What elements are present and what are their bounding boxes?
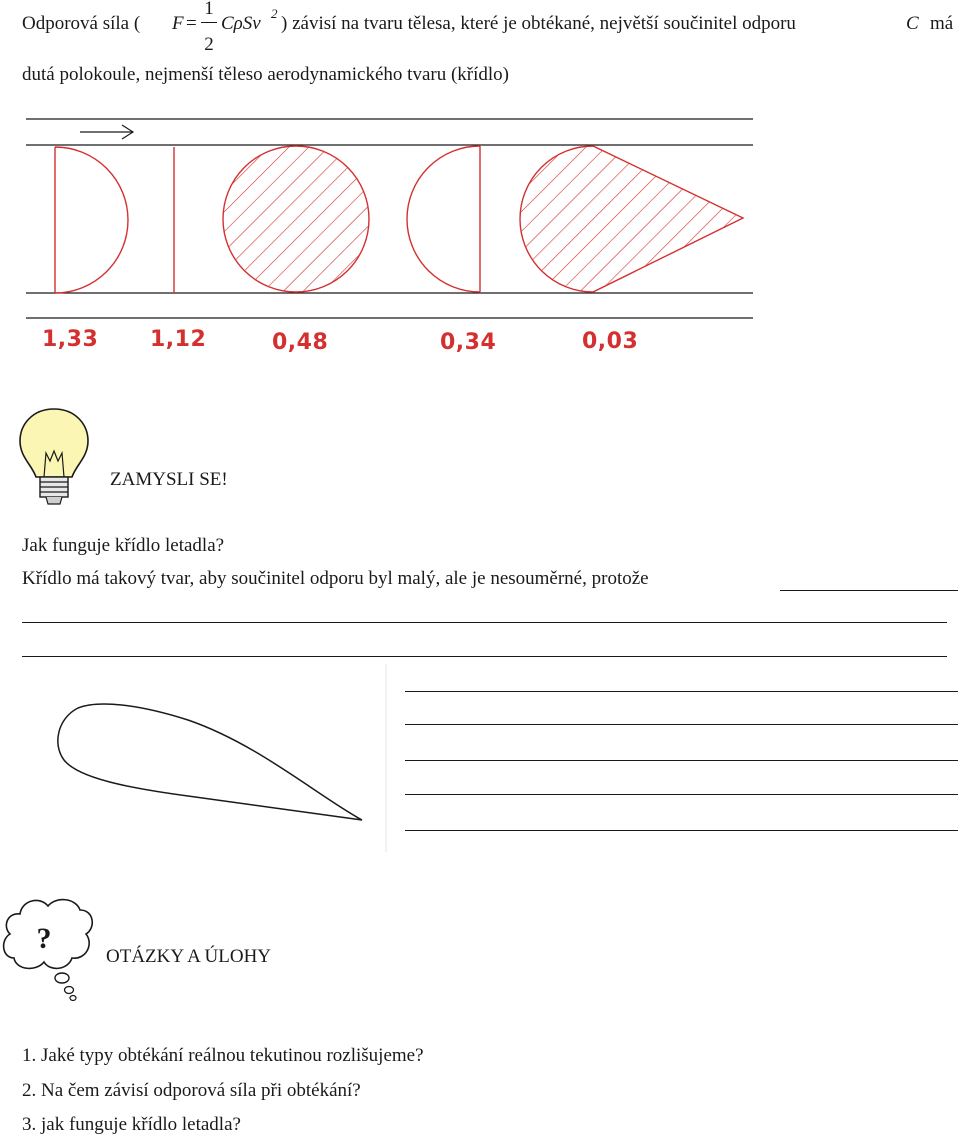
formula-equals: = bbox=[186, 13, 197, 34]
answer-blank[interactable] bbox=[405, 830, 958, 831]
question-symbol: ? bbox=[36, 922, 52, 955]
lightbulb-icon bbox=[18, 405, 98, 505]
answer-blank[interactable] bbox=[22, 622, 947, 623]
formula-F: F bbox=[172, 13, 184, 34]
question-item: 1. Jaké typy obtékání reálnou tekutinou rozlišujeme? bbox=[22, 1045, 424, 1066]
arrow-right-icon bbox=[80, 125, 133, 139]
answer-blank[interactable] bbox=[405, 691, 958, 692]
intro-tail: má bbox=[930, 13, 954, 34]
questions-heading: OTÁZKY A ÚLOHY bbox=[106, 946, 272, 967]
coefficient-flat-plate: 1,12 bbox=[150, 327, 207, 352]
coefficient-hollow-hemisphere: 1,33 bbox=[42, 327, 99, 352]
intro-var-C: C bbox=[906, 13, 919, 34]
coefficient-streamlined: 0,03 bbox=[582, 329, 639, 354]
answer-blank[interactable] bbox=[780, 590, 958, 591]
answer-blank[interactable] bbox=[22, 656, 947, 657]
drag-diagram bbox=[0, 0, 960, 380]
think-sentence: Křídlo má takový tvar, aby součinitel odporu byl malý, ale je nesouměrné, protože bbox=[22, 568, 649, 589]
shape-streamlined-body bbox=[520, 146, 743, 292]
question-item: 3. jak funguje křídlo letadla? bbox=[22, 1114, 241, 1135]
airfoil-icon bbox=[18, 664, 388, 854]
coefficient-sphere: 0,48 bbox=[272, 330, 329, 355]
shape-sphere bbox=[223, 146, 369, 292]
answer-blank[interactable] bbox=[405, 760, 958, 761]
formula-numerator: 1 bbox=[204, 0, 214, 19]
intro-prefix: Odporová síla ( bbox=[22, 13, 141, 34]
question-item: 2. Na čem závisí odporová síla při obtékání? bbox=[22, 1080, 361, 1101]
think-question: Jak funguje křídlo letadla? bbox=[22, 535, 225, 556]
think-label: ZAMYSLI SE! bbox=[110, 469, 228, 490]
formula-body: CρSv bbox=[221, 13, 261, 34]
formula-exponent: 2 bbox=[271, 6, 278, 21]
shape-hemisphere-closed bbox=[407, 146, 480, 292]
answer-blank[interactable] bbox=[405, 794, 958, 795]
intro-suffix: ) závisí na tvaru tělesa, které je obtékané, největší součinitel odporu bbox=[281, 13, 796, 34]
formula-denominator: 2 bbox=[204, 34, 214, 55]
intro-line-2: dutá polokoule, nejmenší těleso aerodynamického tvaru (křídlo) bbox=[22, 64, 509, 85]
shape-hollow-hemisphere-open bbox=[55, 147, 128, 293]
coefficient-hemisphere: 0,34 bbox=[440, 330, 497, 355]
question-cloud-icon bbox=[0, 896, 100, 1006]
answer-blank[interactable] bbox=[405, 724, 958, 725]
